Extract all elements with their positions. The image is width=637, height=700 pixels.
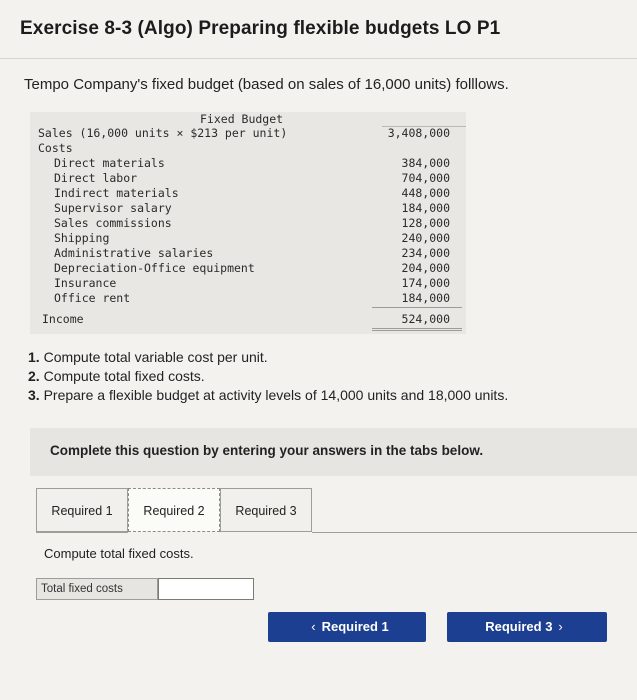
costs-label: Costs [38, 141, 73, 155]
cost-label: Depreciation-Office equipment [54, 261, 255, 275]
sales-amount: 3,408,000 [387, 126, 450, 140]
cost-row [30, 231, 466, 246]
sales-row [30, 126, 466, 141]
tab-prompt: Compute total fixed costs. [44, 546, 194, 561]
cost-label: Office rent [54, 291, 131, 305]
budget-header: Fixed Budget [200, 112, 284, 126]
question-2 [28, 368, 205, 384]
cost-amount: 204,000 [401, 261, 450, 275]
question-text: Compute total variable cost per unit. [43, 349, 268, 365]
fixed-costs-input[interactable] [158, 578, 254, 600]
income-amount: 524,000 [401, 312, 450, 326]
tab-required-3[interactable]: Required 3 [220, 488, 312, 532]
cost-row [30, 261, 466, 276]
cost-row [30, 186, 466, 201]
question-number: 1. [28, 349, 40, 365]
chevron-right-icon: › [558, 619, 563, 634]
cost-row [30, 171, 466, 186]
cost-row [30, 156, 466, 171]
cost-row [30, 201, 466, 216]
cost-amount: 184,000 [401, 291, 450, 305]
cost-row [30, 276, 466, 291]
tab-required-1[interactable]: Required 1 [36, 488, 128, 532]
tab-bar-line [36, 532, 128, 533]
cost-amount: 234,000 [401, 246, 450, 260]
intro-text: Tempo Company's fixed budget (based on sales of 16,000 units) folllows. [24, 76, 509, 93]
costs-row [30, 141, 466, 156]
subtotal-underline [372, 307, 462, 308]
total-double-underline [372, 330, 462, 331]
tab-bar-line [312, 532, 637, 533]
cost-label: Insurance [54, 276, 117, 290]
cost-amount: 184,000 [401, 201, 450, 215]
next-required-button[interactable] [447, 612, 607, 642]
cost-amount: 384,000 [401, 156, 450, 170]
chevron-left-icon: ‹ [311, 619, 316, 634]
income-row [30, 312, 466, 327]
instruction-text: Complete this question by entering your answers in the tabs below. [50, 443, 484, 458]
question-3 [28, 387, 508, 403]
sales-label: Sales (16,000 units × $213 per unit) [38, 126, 288, 140]
cost-label: Sales commissions [54, 216, 172, 230]
question-number: 2. [28, 368, 40, 384]
total-underline [372, 328, 462, 329]
cost-row [30, 291, 466, 306]
cost-label: Shipping [54, 231, 110, 245]
cost-row [30, 216, 466, 231]
page-title: Exercise 8-3 (Algo) Preparing flexible budgets LO P1 [20, 18, 501, 39]
next-button-label: Required 3 [485, 619, 553, 634]
prev-required-button[interactable] [268, 612, 426, 642]
cost-amount: 174,000 [401, 276, 450, 290]
income-label: Income [42, 312, 84, 326]
fixed-budget-table [30, 112, 466, 334]
cost-amount: 240,000 [401, 231, 450, 245]
cost-label: Direct materials [54, 156, 165, 170]
question-text: Prepare a flexible budget at activity levels of 14,000 units and 18,000 units. [43, 387, 509, 403]
question-text: Compute total fixed costs. [43, 368, 205, 384]
cost-label: Supervisor salary [54, 201, 172, 215]
title-divider [0, 58, 637, 59]
cost-amount: 704,000 [401, 171, 450, 185]
cost-label: Direct labor [54, 171, 138, 185]
question-1 [28, 349, 268, 365]
question-number: 3. [28, 387, 40, 403]
cost-label: Administrative salaries [54, 246, 214, 260]
cost-row [30, 246, 466, 261]
instruction-banner [30, 428, 637, 476]
cost-amount: 448,000 [401, 186, 450, 200]
cost-amount: 128,000 [401, 216, 450, 230]
fixed-costs-label: Total fixed costs [36, 578, 158, 600]
cost-label: Indirect materials [54, 186, 179, 200]
prev-button-label: Required 1 [321, 619, 389, 634]
tab-required-2[interactable]: Required 2 [128, 488, 220, 532]
